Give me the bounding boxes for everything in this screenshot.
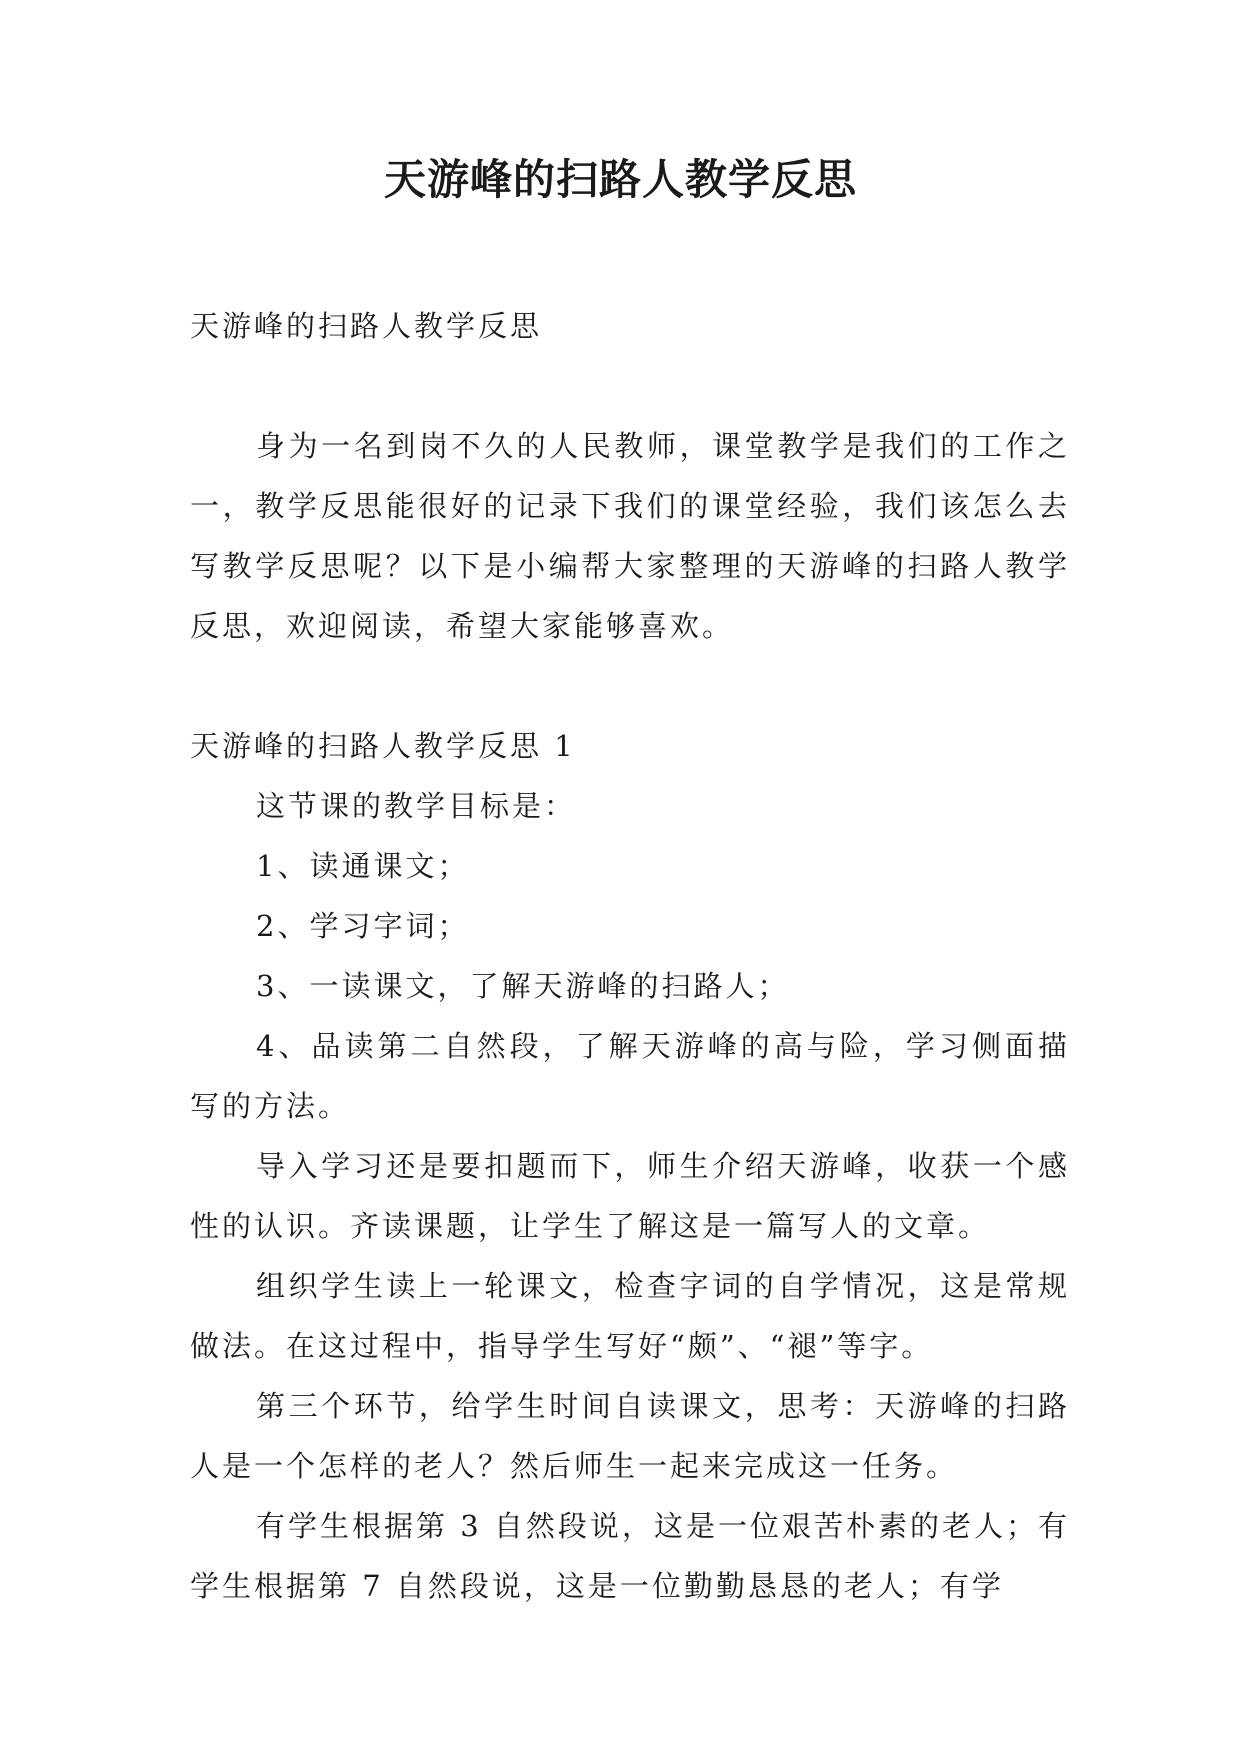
document-subtitle: 天游峰的扫路人教学反思 xyxy=(190,309,543,343)
intro-paragraph: 身为一名到岗不久的人民教师，课堂教学是我们的工作之一，教学反思能很好的记录下我们的课堂经验，我们该怎么去写教学反思呢？以下是小编帮大家整理的天游峰的扫路人教学反思，欢迎阅读，希望大家能够喜欢。 xyxy=(190,429,1070,643)
paragraph: 第三个环节，给学生时间自读课文，思考：天游峰的扫路人是一个怎样的老人？然后师生一起来完成这一任务。 xyxy=(190,1389,1070,1483)
paragraph: 导入学习还是要扣题而下，师生介绍天游峰，收获一个感性的认识。齐读课题，让学生了解这是一篇写人的文章。 xyxy=(190,1149,1070,1243)
paragraph: 组织学生读上一轮课文，检查字词的自学情况，这是常规做法。在这过程中，指导学生写好“颇”、“褪”等字。 xyxy=(190,1269,1070,1363)
paragraph: 4、品读第二自然段，了解天游峰的高与险，学习侧面描写的方法。 xyxy=(190,1029,1070,1123)
document-body xyxy=(190,296,1070,1616)
section-heading: 天游峰的扫路人教学反思 1 xyxy=(190,729,576,763)
paragraph: 有学生根据第 3 自然段说，这是一位艰苦朴素的老人；有学生根据第 7 自然段说，这是一位勤勤恳恳的老人；有学 xyxy=(190,1509,1070,1603)
paragraph: 1、读通课文； xyxy=(256,849,470,883)
document-title: 天游峰的扫路人教学反思 xyxy=(383,155,857,204)
paragraph: 2、学习字词； xyxy=(256,909,470,943)
paragraph: 这节课的教学目标是： xyxy=(256,789,577,823)
paragraph: 3、一读课文，了解天游峰的扫路人； xyxy=(256,969,790,1003)
